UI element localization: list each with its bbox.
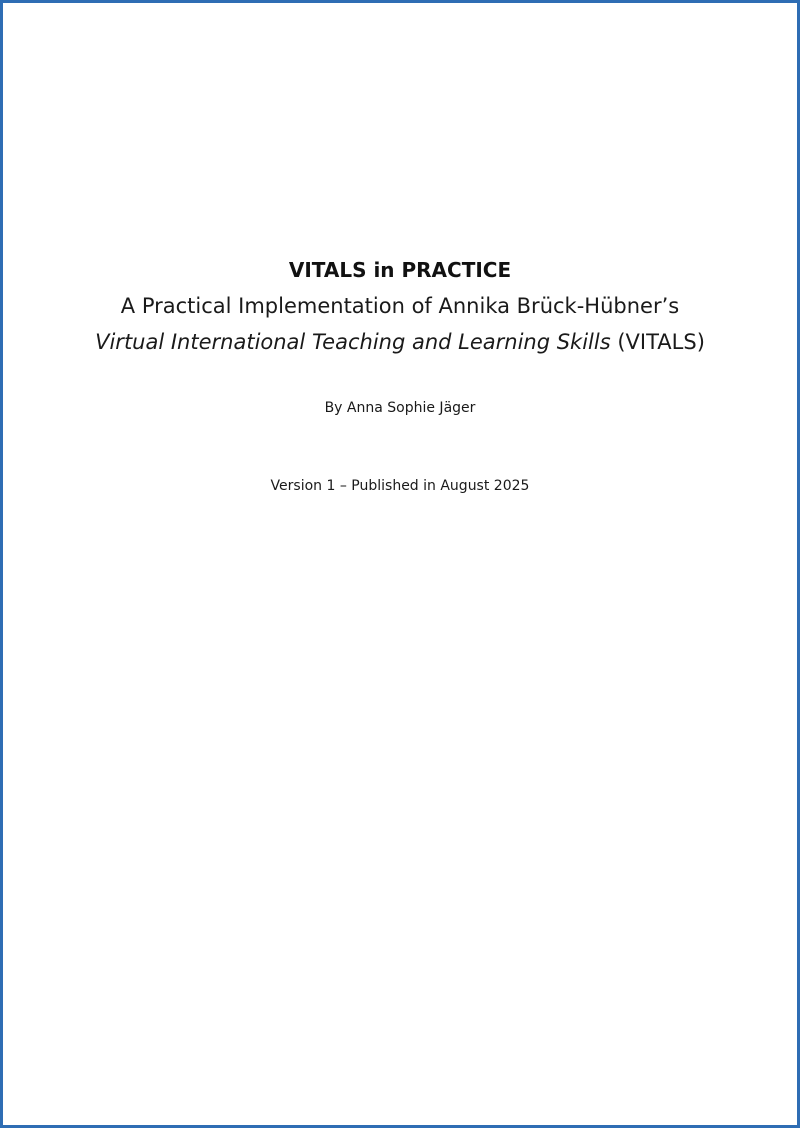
subtitle-acronym: (VITALS) (610, 330, 705, 354)
document-version: Version 1 – Published in August 2025 (270, 478, 530, 494)
document-subtitle: A Practical Implementation of Annika Brück-Hübner’s (120, 294, 680, 318)
document-author: By Anna Sophie Jäger (324, 400, 476, 416)
document-subtitle-line-2 (3, 327, 797, 357)
subtitle-italic-text: Virtual International Teaching and Learning Skills (95, 330, 611, 354)
document-title: VITALS in PRACTICE (288, 258, 512, 282)
